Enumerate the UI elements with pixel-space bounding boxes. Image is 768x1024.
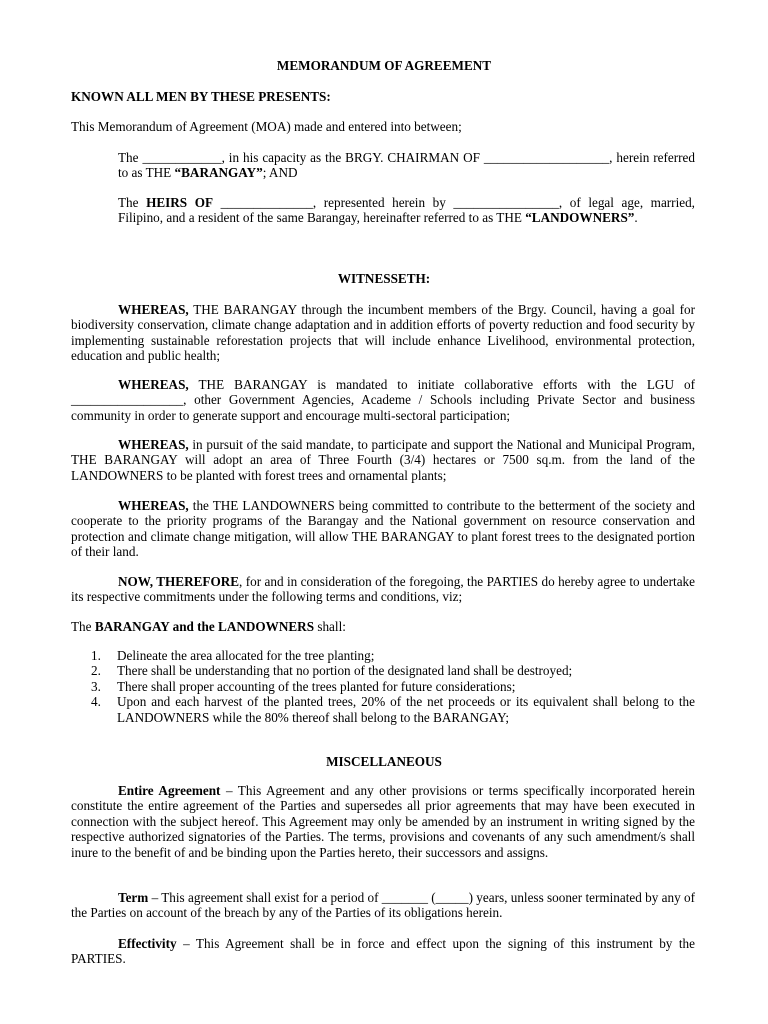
now-therefore-paragraph: NOW, THEREFORE, for and in consideration of the foregoing, the PARTIES do hereby agree to undertake its respective commitments under the following terms and conditions, viz;	[71, 574, 696, 605]
document-title: MEMORANDUM OF AGREEMENT	[276, 58, 492, 73]
list-item: 1. Delineate the area allocated for the tree planting;	[91, 648, 375, 663]
miscellaneous-heading: MISCELLANEOUS	[326, 754, 442, 769]
list-item: 2. There shall be understanding that no portion of the designated land shall be destroyed;	[91, 663, 573, 679]
whereas-paragraph-1: WHEREAS, THE BARANGAY through the incumbent members of the Brgy. Council, having a goal for biodiversity conservation, climate change adaptation and in addition efforts of poverty reduction and food security by implementing sustainable reforestation projects that will include enhance Livelihood, environmental protection, education and public health;	[71, 302, 695, 364]
party-barangay-paragraph: The ____________, in his capacity as the BRGY. CHAIRMAN OF ___________________, herein referred to as THE “BARANGAY”; AND	[118, 150, 695, 181]
whereas-paragraph-2: WHEREAS, THE BARANGAY is mandated to initiate collaborative efforts with the LGU of _________________, other Government Agencies, Academe / Schools including Private Sector and business community in order to generate support and encourage multi-sectoral participation;	[71, 377, 695, 423]
obligations-list	[91, 648, 695, 725]
list-item: 3. There shall proper accounting of the trees planted for future considerations;	[91, 678, 516, 694]
parties-shall-line: The BARANGAY and the LANDOWNERS shall:	[71, 619, 346, 634]
effectivity-paragraph: Effectivity – This Agreement shall be in force and effect upon the signing of this instrument by the PARTIES.	[71, 936, 695, 967]
whereas-paragraph-3: WHEREAS, in pursuit of the said mandate, to participate and support the National and Municipal Program, THE BARANGAY will adopt an area of Three Fourth (3/4) hectares or 7500 sq.m. from the land of the LANDOWNERS to be planted with forest trees and ornamental plants;	[71, 437, 695, 483]
party-landowners-paragraph: The HEIRS OF ______________, represented herein by ________________, of legal age, married, Filipino, and a resident of the same Barangay, hereinafter referred to as THE “LANDOWNERS”.	[118, 195, 695, 226]
term-paragraph: Term – This agreement shall exist for a period of _______ (_____) years, unless sooner terminated by any of the Parties on account of the breach by any of the Parties of its obligations herein.	[71, 890, 695, 921]
whereas-paragraph-4: WHEREAS, the THE LANDOWNERS being committed to contribute to the betterment of the society and cooperate to the priority programs of the Barangay and the National government on resource conservation and protection and climate change mitigation, will allow THE BARANGAY to plant forest trees to the designated portion of their land.	[71, 498, 695, 560]
intro-paragraph: This Memorandum of Agreement (MOA) made and entered into between;	[71, 119, 462, 134]
witnesseth-heading: WITNESSETH:	[337, 271, 431, 286]
entire-agreement-paragraph: Entire Agreement – This Agreement and any other provisions or terms specifically incorporated herein constitute the entire agreement of the Parties and supersedes all prior agreements that may have been executed in connection with the subject hereof. This Agreement may only be amended by an instrument in writing signed by the respective authorized signatories of the Parties. The terms, provisions and covenants of any such amendment/s shall inure to the benefit of and be binding upon the Parties hereto, their successors and assigns.	[71, 783, 695, 860]
list-item: 4. Upon and each harvest of the planted trees, 20% of the net proceeds or its equivalent shall belong to the LANDOWNERS while the 80% thereof shall belong to the BARANGAY;	[91, 694, 695, 725]
known-all-men-heading: KNOWN ALL MEN BY THESE PRESENTS:	[71, 89, 331, 104]
